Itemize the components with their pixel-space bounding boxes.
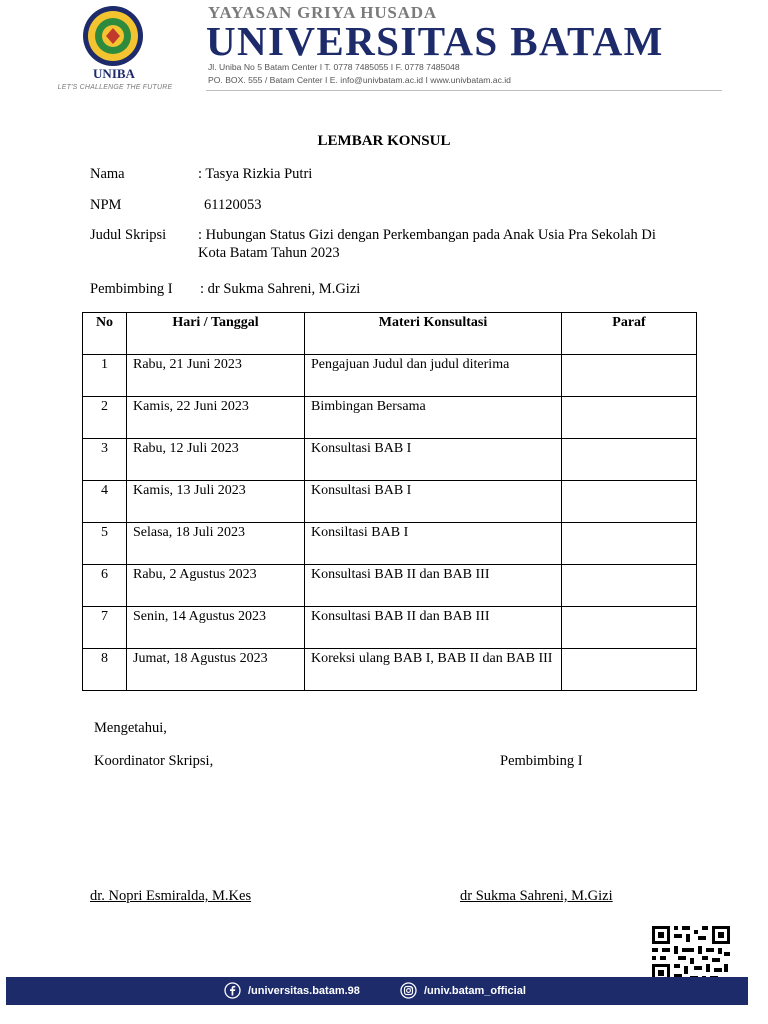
pembimbing-name: dr Sukma Sahreni, M.Gizi: [460, 888, 613, 904]
facebook-handle: /universitas.batam.98: [248, 984, 360, 997]
header-no: No: [83, 313, 127, 355]
address-line-1: Jl. Uniba No 5 Batam Center I T. 0778 7485055 I F. 0778 7485048: [208, 62, 460, 72]
foundation-name: YAYASAN GRIYA HUSADA: [208, 3, 437, 22]
row-tanggal: Jumat, 18 Agustus 2023: [127, 649, 305, 691]
header-materi: Materi Konsultasi: [305, 313, 562, 355]
table-row: [83, 355, 697, 397]
row-materi: Konsiltasi BAB I: [305, 523, 562, 565]
table-row: [83, 397, 697, 439]
row-no: 6: [83, 565, 127, 607]
nama-value: : Tasya Rizkia Putri: [198, 166, 313, 182]
row-materi: Konsultasi BAB I: [305, 439, 562, 481]
row-no: 3: [83, 439, 127, 481]
consultation-table: [82, 312, 697, 691]
table-row: [83, 649, 697, 691]
logo-wordmark: UNIBA: [93, 66, 135, 81]
row-paraf: [562, 649, 697, 691]
row-materi: Koreksi ulang BAB I, BAB II dan BAB III: [305, 649, 562, 691]
row-tanggal: Senin, 14 Agustus 2023: [127, 607, 305, 649]
instagram-icon: [400, 982, 417, 999]
table-row: [83, 607, 697, 649]
tagline: LET'S CHALLENGE THE FUTURE: [57, 84, 173, 91]
table-row: [83, 481, 697, 523]
instagram-handle: /univ.batam_official: [424, 984, 526, 997]
table-row: [83, 439, 697, 481]
row-paraf: [562, 481, 697, 523]
pembimbing-value: : dr Sukma Sahreni, M.Gizi: [200, 281, 361, 297]
pembimbing-sign-label: Pembimbing I: [500, 753, 583, 769]
row-tanggal: Kamis, 13 Juli 2023: [127, 481, 305, 523]
facebook-link[interactable]: [224, 982, 360, 999]
npm-value: 61120053: [204, 197, 262, 213]
row-paraf: [562, 607, 697, 649]
row-no: 7: [83, 607, 127, 649]
letterhead-divider: [206, 90, 722, 91]
row-tanggal: Rabu, 21 Juni 2023: [127, 355, 305, 397]
row-paraf: [562, 397, 697, 439]
judul-value-line1: : Hubungan Status Gizi dengan Perkembangan pada Anak Usia Pra Sekolah Di: [198, 227, 656, 243]
document-title: LEMBAR KONSUL: [317, 133, 451, 149]
row-paraf: [562, 355, 697, 397]
header-paraf: Paraf: [562, 313, 697, 355]
nama-label: Nama: [90, 166, 125, 182]
university-name: UNIVERSITAS BATAM: [206, 18, 664, 64]
header-tanggal: Hari / Tanggal: [127, 313, 305, 355]
pembimbing-label: Pembimbing I: [90, 281, 173, 297]
facebook-icon: [224, 982, 241, 999]
judul-value-line2: Kota Batam Tahun 2023: [198, 245, 340, 261]
table-header-row: [83, 313, 697, 355]
table-row: [83, 565, 697, 607]
koordinator-name: dr. Nopri Esmiralda, M.Kes: [90, 888, 252, 904]
npm-label: NPM: [90, 197, 122, 213]
mengetahui-text: Mengetahui,: [94, 720, 167, 736]
footer-bar: [6, 977, 748, 1005]
row-no: 2: [83, 397, 127, 439]
row-paraf: [562, 565, 697, 607]
row-materi: Konsultasi BAB II dan BAB III: [305, 565, 562, 607]
address-line-2: PO. BOX. 555 / Batam Center I E. info@univbatam.ac.id I www.univbatam.ac.id: [208, 75, 511, 85]
row-no: 1: [83, 355, 127, 397]
row-no: 5: [83, 523, 127, 565]
judul-label: Judul Skripsi: [90, 227, 167, 243]
row-tanggal: Rabu, 2 Agustus 2023: [127, 565, 305, 607]
row-materi: Pengajuan Judul dan judul diterima: [305, 355, 562, 397]
table-row: [83, 523, 697, 565]
instagram-link[interactable]: [400, 982, 526, 999]
row-materi: Bimbingan Bersama: [305, 397, 562, 439]
row-no: 8: [83, 649, 127, 691]
row-tanggal: Kamis, 22 Juni 2023: [127, 397, 305, 439]
koordinator-label: Koordinator Skripsi,: [94, 753, 214, 769]
row-materi: Konsultasi BAB I: [305, 481, 562, 523]
row-materi: Konsultasi BAB II dan BAB III: [305, 607, 562, 649]
university-logo: [70, 4, 156, 68]
row-paraf: [562, 439, 697, 481]
qr-code: [650, 924, 732, 984]
row-paraf: [562, 523, 697, 565]
row-tanggal: Rabu, 12 Juli 2023: [127, 439, 305, 481]
row-tanggal: Selasa, 18 Juli 2023: [127, 523, 305, 565]
row-no: 4: [83, 481, 127, 523]
